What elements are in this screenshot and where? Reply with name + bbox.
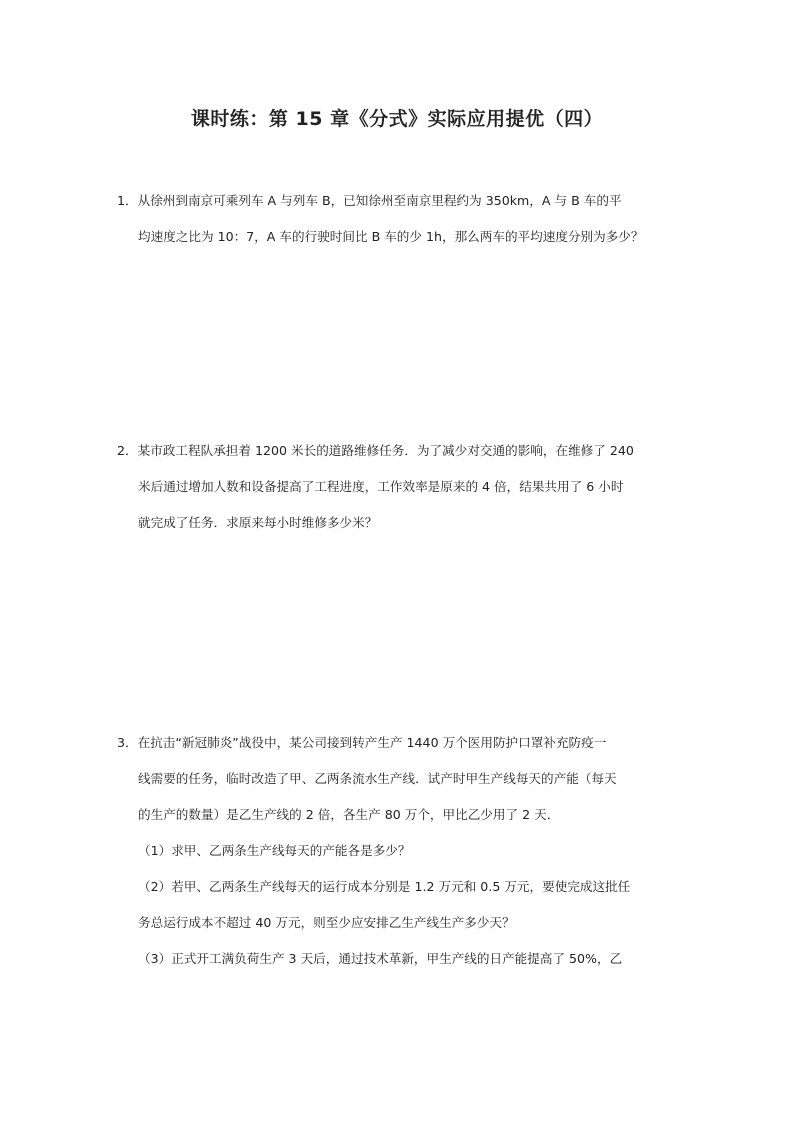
problem-2-line-3: 就完成了任务．求原来每小时维修多少米？ (138, 515, 378, 530)
problem-3-part-1: （1）求甲、乙两条生产线每天的产能各是多少？ (138, 843, 411, 858)
problem-3 (117, 725, 679, 977)
problem-3-part-3: （3）正式开工满负荷生产 3 天后，通过技术革新，甲生产线的日产能提高了 50%，乙 (138, 951, 623, 966)
problem-3-part-2: （2）若甲、乙两条生产线每天的运行成本分别是 1.2 万元和 0.5 万元，要使完成这批任 (138, 879, 631, 894)
problem-1-line-2: 均速度之比为 10：7，A 车的行驶时间比 B 车的少 1h，那么两车的平均速度分别为多少？ (138, 229, 644, 244)
problem-2-line-2: 米后通过增加人数和设备提高了工程进度，工作效率是原来的 4 倍，结果共用了 6 小时 (138, 479, 624, 494)
problem-1 (117, 183, 679, 255)
problem-2-line-1: 2．某市政工程队承担着 1200 米长的道路维修任务．为了减少对交通的影响，在维修了 240 (117, 443, 634, 458)
problem-3-part-2-cont: 务总运行成本不超过 40 万元，则至少应安排乙生产线生产多少天？ (138, 915, 515, 930)
problem-3-line-1: 3．在抗击“新冠肺炎”战役中，某公司接到转产生产 1440 万个医用防护口罩补充防疫一 (117, 735, 607, 750)
problem-1-line-1: 1．从徐州到南京可乘列车 A 与列车 B，已知徐州至南京里程约为 350km，A 与 B 车的平 (117, 193, 622, 208)
problem-3-line-3: 的生产的数量）是乙生产线的 2 倍，各生产 80 万个，甲比乙少用了 2 天． (138, 807, 560, 822)
problem-2 (117, 433, 679, 541)
problem-3-line-2: 线需要的任务，临时改造了甲、乙两条流水生产线．试产时甲生产线每天的产能（每天 (138, 771, 617, 786)
page-title: 课时练：第 15 章《分式》实际应用提优（四） (190, 108, 604, 130)
